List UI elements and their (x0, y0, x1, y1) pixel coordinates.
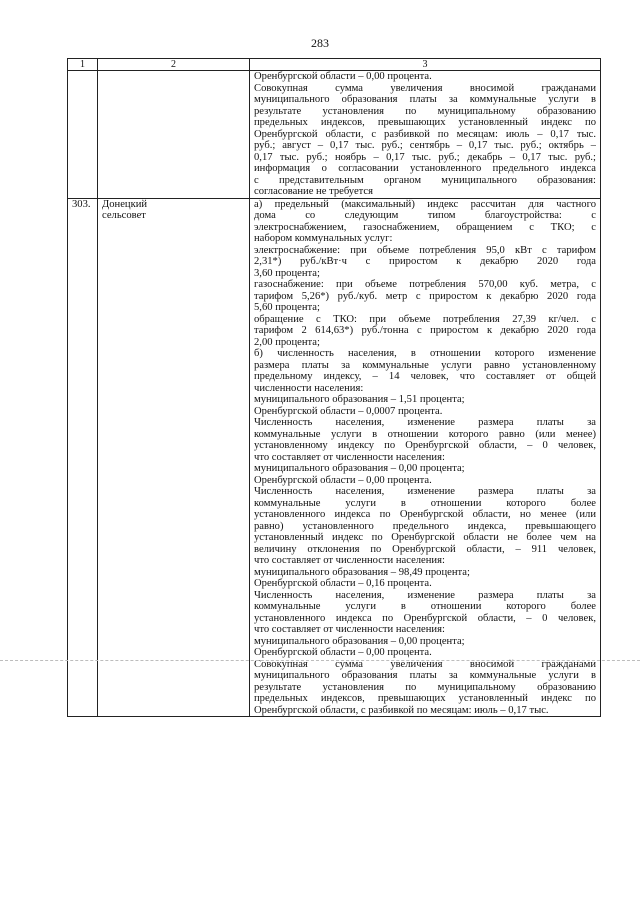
text-line: Оренбургской области – 0,16 процента. (254, 578, 432, 589)
text-line: установленного индекса по Оренбургской области, – 0 человек, (254, 612, 596, 624)
table-header-row (68, 59, 601, 71)
text-line: с представительным органом муниципального образования: (254, 174, 596, 186)
text-line: размера платы за коммунальные услуги равно установленному (254, 359, 596, 371)
text-line: численности населения: (254, 382, 364, 394)
scan-artifact-line (0, 660, 640, 661)
text-line: тарифом 5,26*) руб./куб. метр с приростом к декабрю 2020 года (254, 290, 596, 302)
text-line: установленного индекса по Оренбургской области, но менее (или (254, 509, 596, 520)
text-line: результате установления по муниципальному образованию (254, 681, 596, 693)
text-line: руб.; август – 0,17 тыс. руб.; сентябрь – 0,17 тыс. руб.; октябрь – (254, 140, 596, 151)
text-line: Оренбургской области – 0,00 процента. (254, 474, 432, 486)
text-line: предельных индексов, превышающих установленный индекс по (254, 117, 596, 128)
text-line: тарифом 2 614,63*) руб./тонна с приростом к декабрю 2020 года (254, 325, 596, 336)
row-number-cell: 303. (68, 198, 98, 717)
table-row-303 (68, 198, 601, 717)
municipality-cell (98, 71, 250, 199)
text-line: Оренбургской области, с разбивкой по месяцам: июль – 0,17 тыс. (254, 128, 596, 140)
text-line: 2,00 процента; (254, 336, 320, 348)
text-line: предельному индексу, – 14 человек, что составляет от общей (254, 371, 596, 382)
text-line: дома со следующим типом благоустройства: с (254, 210, 596, 221)
text-line: газоснабжение: при объеме потребления 570,00 куб. метра, с (254, 279, 596, 290)
text-line: Численность населения, изменение размера платы за (254, 589, 596, 601)
text-line: муниципального образования – 0,00 процента; (254, 463, 465, 474)
text-line: Оренбургской области, с разбивкой по месяцам: июль – 0,17 тыс. (254, 704, 549, 716)
text-line: результате установления по муниципальному образованию (254, 105, 596, 117)
text-line: установленный индекс по Оренбургской области не более чем на (254, 532, 596, 543)
text-line: а) предельный (максимальный) индекс рассчитан для частного (254, 198, 596, 210)
document-table (67, 58, 601, 717)
description-cell (250, 198, 601, 717)
text-line: 0,17 тыс. руб.; ноябрь – 0,17 тыс. руб.; декабрь – 0,17 тыс. руб.; (254, 151, 596, 163)
text-line: обращение с ТКО: при объеме потребления 27,39 кг/чел. с (254, 313, 596, 325)
text-line: Оренбургской области – 0,00 процента. (254, 71, 432, 82)
text-line: б) численность населения, в отношении которого изменение (254, 348, 596, 359)
column-header-3: 3 (250, 59, 601, 71)
text-line: Оренбургской области – 0,00 процента. (254, 647, 432, 658)
text-line: Численность населения, изменение размера платы за (254, 417, 596, 428)
text-line: равно) установленного предельного индекса, превышающего (254, 520, 596, 532)
text-line: набором коммунальных услуг: (254, 233, 393, 244)
text-line: муниципального образования платы за коммунальные услуги в (254, 94, 596, 105)
description-cell (250, 71, 601, 199)
row-number-cell (68, 71, 98, 199)
municipality-name-line: Донецкий (102, 198, 148, 210)
text-line: муниципального образования – 1,51 процента; (254, 394, 465, 405)
text-line: муниципального образования – 98,49 процента; (254, 566, 470, 578)
text-line: информация о согласовании установленного предельного индекса (254, 163, 596, 174)
text-line: 2,31*) руб./кВт·ч с приростом к декабрю 2020 года (254, 256, 596, 267)
column-header-1: 1 (68, 59, 98, 71)
text-line: Численность населения, изменение размера платы за (254, 486, 596, 497)
text-line: муниципального образования – 0,00 процента; (254, 635, 465, 647)
text-line: Совокупная сумма увеличения вносимой гражданами (254, 82, 596, 94)
text-line: электроснабжением, газоснабжением, обращением с ТКО; с (254, 221, 596, 233)
text-line: что составляет от численности населения: (254, 555, 445, 566)
text-line: установленному индексу по Оренбургской области, – 0 человек, (254, 440, 596, 451)
municipality-name-line: сельсовет (102, 210, 146, 221)
text-line: что составляет от численности населения: (254, 451, 445, 463)
table-row-continuation (68, 71, 601, 199)
text-line: коммунальные услуги в отношении которого более (254, 497, 596, 509)
text-line: Оренбургской области – 0,0007 процента. (254, 405, 443, 417)
text-line: муниципального образования платы за коммунальные услуги в (254, 670, 596, 681)
text-line: величину отклонения по Оренбургской области, – 911 человек, (254, 543, 596, 555)
page-number: 283 (311, 36, 329, 50)
text-line: электроснабжение: при объеме потребления 95,0 кВт с тарифом (254, 244, 596, 256)
text-line: что составляет от численности населения: (254, 624, 445, 635)
text-line: 3,60 процента; (254, 267, 320, 279)
municipality-cell (98, 198, 250, 717)
text-line: 5,60 процента; (254, 302, 320, 313)
column-header-2: 2 (98, 59, 250, 71)
text-line: Совокупная сумма увеличения вносимой гражданами (254, 658, 596, 670)
text-line: коммунальные услуги в отношении которого равно (или менее) (254, 428, 596, 440)
text-line: коммунальные услуги в отношении которого более (254, 601, 596, 612)
text-line: согласование не требуется (254, 186, 374, 197)
text-line: предельных индексов, превышающих установленный индекс по (254, 693, 596, 704)
